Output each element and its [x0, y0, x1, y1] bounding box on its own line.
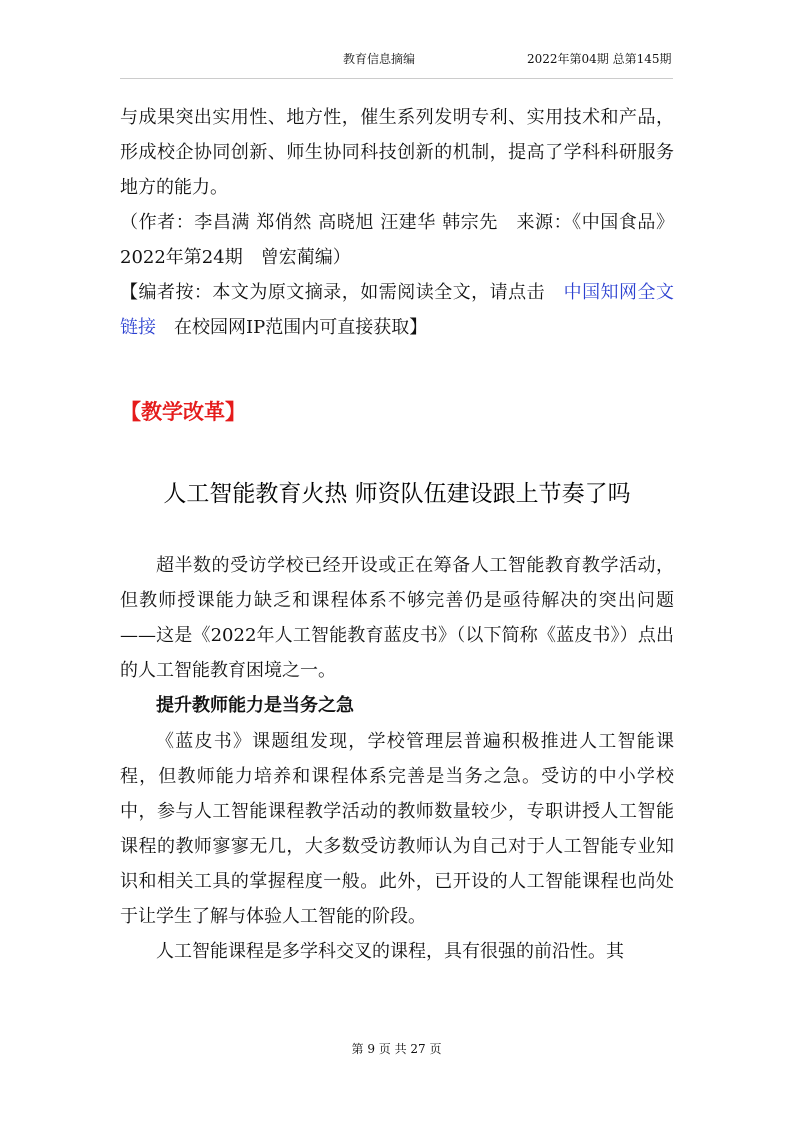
article-body	[120, 548, 674, 969]
editor-note-suffix: 在校园网IP范围内可直接获取】	[156, 317, 428, 338]
attribution: （作者：李昌满 郑俏然 高晓旭 汪建华 韩宗先 来源：《中国食品》2022年第24期 曾宏蔺编）	[120, 212, 674, 268]
body-paragraph: 超半数的受访学校已经开设或正在筹备人工智能教育教学活动，但教师授课能力缺乏和课程体系不够完善仍是亟待解决的突出问题——这是《2022年人工智能教育蓝皮书》（以下简称《蓝皮书》）点出的人工智能教育困境之一。	[120, 555, 674, 681]
cnki-fulltext-link[interactable]: 中国知网全文链接	[120, 282, 675, 338]
article-title: 人工智能教育火热 师资队伍建设跟上节奏了吗	[163, 481, 631, 507]
section-label: 【教学改革】	[120, 400, 246, 424]
page-content	[120, 100, 674, 969]
header-divider	[120, 78, 673, 79]
page-header	[0, 50, 793, 74]
subheading: 提升教师能力是当务之急	[156, 695, 354, 716]
body-paragraph: 《蓝皮书》课题组发现，学校管理层普遍积极推进人工智能课程，但教师能力培养和课程体系完善是当务之急。受访的中小学校中，参与人工智能课程教学活动的教师数量较少，专职讲授人工智能课程的教师寥寥无几，大多数受访教师认为自己对于人工智能专业知识和相关工具的掌握程度一般。此外，已开设的人工智能课程也尚处于让学生了解与体验人工智能的阶段。	[120, 731, 674, 927]
body-paragraph: 人工智能课程是多学科交叉的课程，具有很强的前沿性。其	[156, 941, 624, 962]
journal-name: 教育信息摘编	[343, 52, 416, 66]
page-footer: 第 9 页 共 27 页	[351, 1042, 442, 1056]
intro-paragraph: 与成果突出实用性、地方性，催生系列发明专利、实用技术和产品，形成校企协同创新、师生协同科技创新的机制，提高了学科科研服务地方的能力。	[120, 107, 674, 198]
issue-number: 2022年第04期 总第145期	[527, 52, 672, 66]
editor-note-prefix: 【编者按：本文为原文摘录，如需阅读全文，请点击	[120, 282, 564, 303]
editor-note	[120, 275, 674, 345]
